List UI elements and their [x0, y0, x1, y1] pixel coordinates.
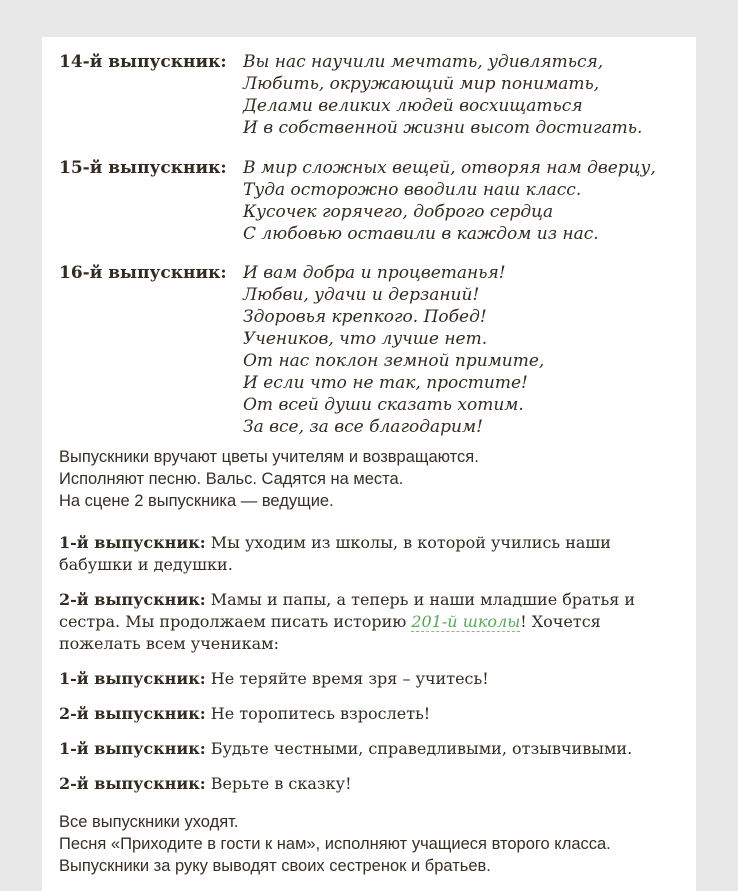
stage-direction-line: Песня «Приходите в гости к нам», исполняют учащиеся второго класса. [59, 835, 611, 853]
dialog-paragraph [59, 532, 676, 576]
poem-line: Вы нас научили мечтать, удивляться, [243, 52, 604, 72]
school-link[interactable]: 201-й школы [411, 612, 521, 631]
dialog-text: Верьте в сказку! [210, 774, 352, 793]
dialog-text: Мамы и папы, а теперь и наши младшие братья и сестра. Мы продолжаем писать историю [59, 590, 636, 631]
stage-direction-line: Исполняют песню. Вальс. Садятся на места. [59, 470, 404, 488]
poem-line: С любовью оставили в каждом из нас. [243, 224, 599, 244]
poem-line: За все, за все благодарим! [243, 417, 483, 437]
dialog-paragraph [59, 773, 676, 795]
poem-line: От нас поклон земной примите, [243, 351, 545, 371]
poem-line: Туда осторожно вводили наш класс. [243, 180, 582, 200]
poem-line: Учеников, что лучше нет. [243, 329, 488, 349]
poem-line: И вам добра и процветанья! [243, 263, 506, 283]
dialog-text: Не торопитесь взрослеть! [210, 704, 431, 723]
speaker-inline: 2-й выпускник: [59, 704, 206, 723]
dialog-text: Не теряйте время зря – учитесь! [210, 669, 489, 688]
poem-line: Здоровья крепкого. Побед! [243, 307, 487, 327]
stage-direction-line: На сцене 2 выпускника — ведущие. [59, 492, 334, 510]
speaker-label: 16-й выпускник: [59, 263, 227, 283]
speaker-inline: 1-й выпускник: [59, 669, 206, 688]
speech-block-14 [59, 51, 676, 139]
dialog-text: Мы уходим из школы, в которой учились наши бабушки и дедушки. [59, 533, 611, 574]
stage-direction-line: Выпускники вручают цветы учителям и возвращаются. [59, 448, 479, 466]
stage-directions-bottom [59, 811, 676, 877]
stage-direction-line: Выпускники за руку выводят своих сестренок и братьев. [59, 857, 491, 875]
dialog-text: Будьте честными, справедливыми, отзывчивыми. [210, 739, 633, 758]
dialog-paragraph [59, 589, 676, 655]
poem-line: В мир сложных вещей, отворяя нам дверцу, [243, 158, 656, 178]
speaker-inline: 2-й выпускник: [59, 590, 206, 609]
poem-lines [243, 157, 676, 245]
poem-line: Делами великих людей восхищаться [243, 96, 583, 116]
dialog-paragraph [59, 738, 676, 760]
speaker-inline: 1-й выпускник: [59, 533, 206, 552]
poem-line: От всей души сказать хотим. [243, 395, 524, 415]
dialog-paragraph [59, 668, 676, 690]
poem-line: И если что не так, простите! [243, 373, 528, 393]
speaker-label: 14-й выпускник: [59, 52, 227, 72]
poem-lines [243, 51, 676, 139]
poem-line: Любить, окружающий мир понимать, [243, 74, 600, 94]
speaker-inline: 1-й выпускник: [59, 739, 206, 758]
speech-block-15 [59, 157, 676, 245]
speaker-inline: 2-й выпускник: [59, 774, 206, 793]
stage-direction-line: Все выпускники уходят. [59, 813, 239, 831]
poem-line: И в собственной жизни высот достигать. [243, 118, 643, 138]
dialog-text: ! Хочется пожелать всем ученикам: [59, 612, 601, 653]
speech-block-16 [59, 262, 676, 438]
stage-directions-top [59, 446, 676, 512]
dialog-paragraph [59, 703, 676, 725]
poem-lines [243, 262, 676, 438]
poem-line: Любви, удачи и дерзаний! [243, 285, 480, 305]
script-document-card [42, 37, 696, 891]
speaker-label: 15-й выпускник: [59, 158, 227, 178]
poem-line: Кусочек горячего, доброго сердца [243, 202, 554, 222]
